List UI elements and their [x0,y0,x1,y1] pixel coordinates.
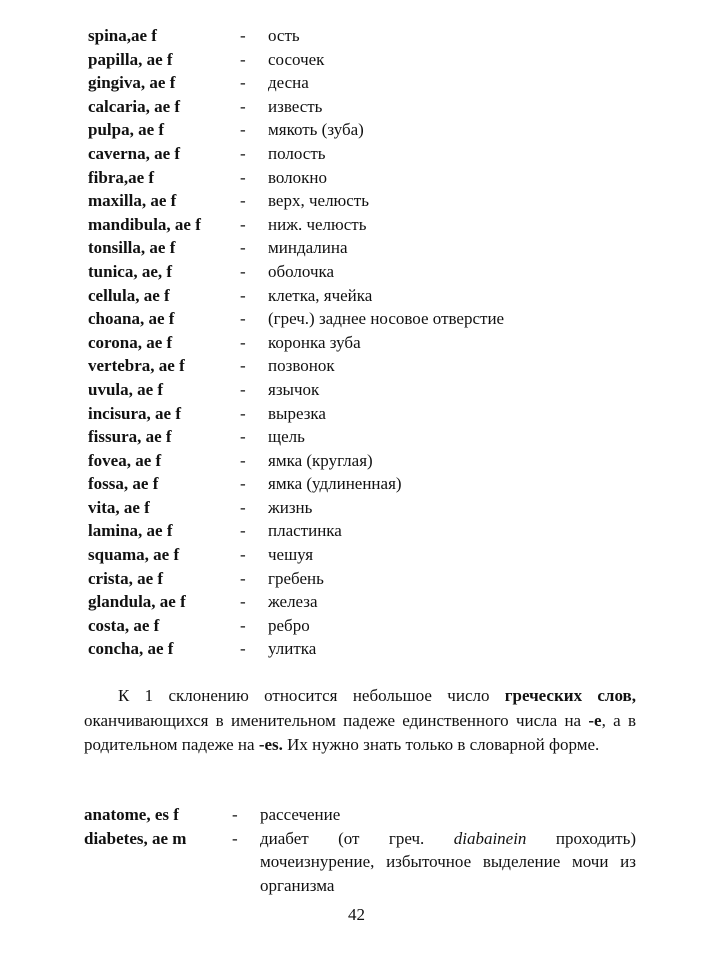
declension-paragraph [84,684,636,758]
vocab-row [88,354,648,378]
vocab-row [88,213,648,237]
translation: рассечение [260,805,341,824]
latin-term: crista, ae f [88,568,164,588]
vocab-row [84,827,644,898]
vocab-row [88,637,648,661]
dash: - [240,615,246,635]
latin-term: calcaria, ae f [88,96,181,116]
latin-term: incisura, ae f [88,403,182,423]
latin-term: fovea, ae f [88,450,162,470]
vocab-row [88,24,648,48]
greek-word: diabainein [453,828,527,848]
paragraph-text: К 1 склонению относится небольшое число [118,686,505,705]
dash: - [240,450,246,470]
vocab-row [88,166,648,190]
dash: - [240,356,246,376]
vocab-row [88,284,648,308]
greek-vocabulary-list [84,803,644,897]
dash: - [240,167,246,187]
vocab-row [88,260,648,284]
latin-term: cellula, ae f [88,285,170,305]
dash: - [240,238,246,258]
vocab-row [88,236,648,260]
dash: - [240,309,246,329]
translation: вырезка [268,403,326,423]
vocabulary-list [88,24,648,661]
vocab-row [88,189,648,213]
vocab-row [84,803,644,827]
vocab-row [88,95,648,119]
latin-term: fibra,ae f [88,167,155,187]
latin-term: papilla, ae f [88,49,173,69]
dash: - [240,497,246,517]
translation: железа [268,592,318,612]
translation: сосочек [268,49,325,69]
vocab-row [88,567,648,591]
latin-term: lamina, ae f [88,521,173,541]
translation: верх, челюсть [268,191,369,211]
dash: - [232,805,238,824]
dash: - [240,568,246,588]
vocab-row [88,519,648,543]
translation: позвонок [268,356,335,376]
latin-term: pulpa, ae f [88,120,165,140]
dash: - [240,26,246,45]
translation: десна [268,73,309,93]
translation: щель [268,427,305,447]
vocab-row [88,543,648,567]
dash: - [240,120,246,140]
paragraph-bold: -es. [258,735,283,754]
dash: - [240,191,246,211]
latin-term: vita, ae f [88,497,150,517]
dash: - [240,49,246,69]
vocab-row [88,142,648,166]
latin-term: fossa, ae f [88,474,159,494]
dash: - [240,427,246,447]
translation-text: проходить) мочеизнурение, избыточное выделение мочи из организма [260,828,636,895]
dash: - [240,545,246,565]
vocab-row [88,614,648,638]
translation: известь [268,96,323,116]
translation: чешуя [268,545,314,565]
translation: ребро [268,615,310,635]
latin-term: fissura, ae f [88,427,172,447]
translation: коронка зуба [268,332,361,352]
translation: клетка, ячейка [268,285,373,305]
paragraph-text: Их нужно знать только в словарной форме. [282,735,600,754]
translation [260,827,636,898]
latin-term: glandula, ae f [88,592,186,612]
vocab-row [88,402,648,426]
translation: жизнь [268,497,313,517]
translation: пластинка [268,521,342,541]
vocab-row [88,307,648,331]
page-number: 42 [348,905,365,924]
dash: - [240,143,246,163]
latin-term: diabetes, ae m [84,828,187,848]
vocab-row [88,331,648,355]
latin-term: uvula, ae f [88,379,164,399]
dash: - [240,73,246,93]
dash: - [240,403,246,423]
paragraph-bold: -e [588,710,602,730]
translation: гребень [268,568,324,588]
dash: - [240,379,246,399]
translation: ямка (круглая) [268,450,373,470]
dash: - [240,592,246,612]
translation: ямка (удлиненная) [268,474,402,494]
latin-term: vertebra, ae f [88,356,185,376]
dash: - [240,214,246,234]
vocab-row [88,48,648,72]
dash: - [240,521,246,541]
vocab-row [88,425,648,449]
latin-term: corona, ae f [88,332,173,352]
translation: ость [268,26,300,45]
vocab-row [88,590,648,614]
paragraph-text: оканчивающихся в именительном падеже единственного числа на [84,710,589,730]
dash: - [240,96,246,116]
latin-term: tonsilla, ae f [88,238,176,258]
latin-term: mandibula, ae f [88,214,201,234]
latin-term: squama, ae f [88,545,180,565]
latin-term: costa, ae f [88,615,160,635]
latin-term: anatome, es f [84,805,179,824]
vocab-row [88,496,648,520]
dash: - [232,828,238,848]
dash: - [240,332,246,352]
vocab-row [88,472,648,496]
latin-term: spina,ae f [88,26,157,45]
latin-term: tunica, ae, f [88,261,173,281]
translation: полость [268,143,326,163]
vocab-row [88,449,648,473]
latin-term: choana, ae f [88,309,175,329]
vocab-row [88,118,648,142]
dash: - [240,261,246,281]
translation: язычок [268,379,320,399]
translation: улитка [268,639,317,659]
translation: (греч.) заднее носовое отверстие [268,309,505,329]
translation: волокно [268,167,328,187]
latin-term: concha, ae f [88,639,174,659]
paragraph-text: , а в родительном падеже на [84,710,636,754]
latin-term: gingiva, ae f [88,73,176,93]
dash: - [240,639,246,659]
dash: - [240,285,246,305]
translation: ниж. челюсть [268,214,367,234]
translation: оболочка [268,261,335,281]
latin-term: maxilla, ae f [88,191,177,211]
translation: мякоть (зуба) [268,120,364,140]
dash: - [240,474,246,494]
translation-text: диабет (от греч. [260,828,454,848]
paragraph-bold: греческих слов, [504,686,636,705]
vocab-row [88,71,648,95]
translation: миндалина [268,238,348,258]
latin-term: caverna, ae f [88,143,181,163]
vocab-row [88,378,648,402]
